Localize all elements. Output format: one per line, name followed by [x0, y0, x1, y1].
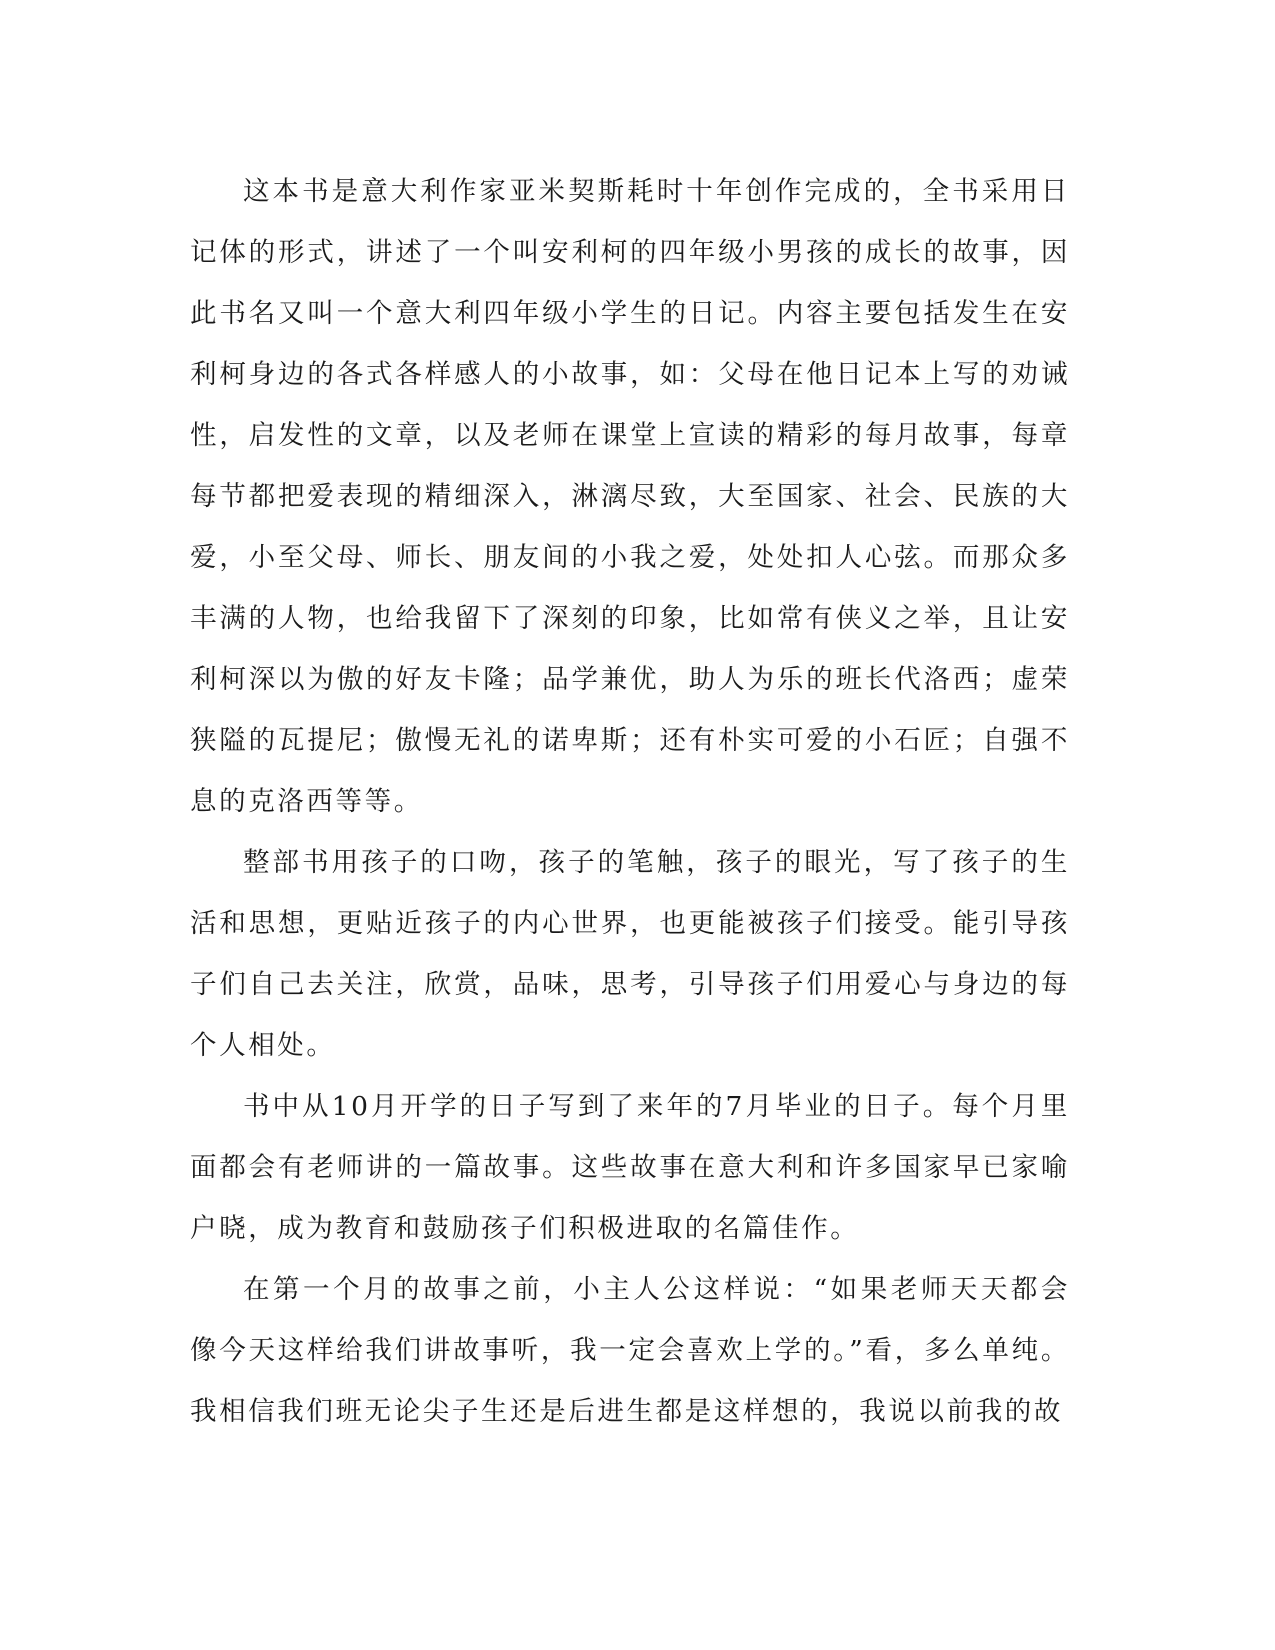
- paragraph-2: 整部书用孩子的口吻，孩子的笔触，孩子的眼光，写了孩子的生活和思想，更贴近孩子的内心世界，也更能被孩子们接受。能引导孩子们自己去关注，欣赏，品味，思考，引导孩子们用爱心与身边的每个人相处。: [190, 847, 1070, 1061]
- document-body: [190, 161, 1070, 1442]
- paragraph-4: 在第一个月的故事之前，小主人公这样说：“如果老师天天都会像今天这样给我们讲故事听，我一定会喜欢上学的。”看，多么单纯。我相信我们班无论尖子生还是后进生都是这样想的，我说以前我的故: [190, 1274, 1070, 1427]
- paragraph-3: 书中从10月开学的日子写到了来年的7月毕业的日子。每个月里面都会有老师讲的一篇故事。这些故事在意大利和许多国家早已家喻户晓，成为教育和鼓励孩子们积极进取的名篇佳作。: [190, 1091, 1070, 1244]
- paragraph-1: 这本书是意大利作家亚米契斯耗时十年创作完成的，全书采用日记体的形式，讲述了一个叫安利柯的四年级小男孩的成长的故事，因此书名又叫一个意大利四年级小学生的日记。内容主要包括发生在安利柯身边的各式各样感人的小故事，如：父母在他日记本上写的劝诫性，启发性的文章，以及老师在课堂上宣读的精彩的每月故事，每章每节都把爱表现的精细深入，淋漓尽致，大至国家、社会、民族的大爱，小至父母、师长、朋友间的小我之爱，处处扣人心弦。而那众多丰满的人物，也给我留下了深刻的印象，比如常有侠义之举，且让安利柯深以为傲的好友卡隆；品学兼优，助人为乐的班长代洛西；虚荣狭隘的瓦提尼；傲慢无礼的诺卑斯；还有朴实可爱的小石匠；自强不息的克洛西等等。: [190, 176, 1070, 817]
